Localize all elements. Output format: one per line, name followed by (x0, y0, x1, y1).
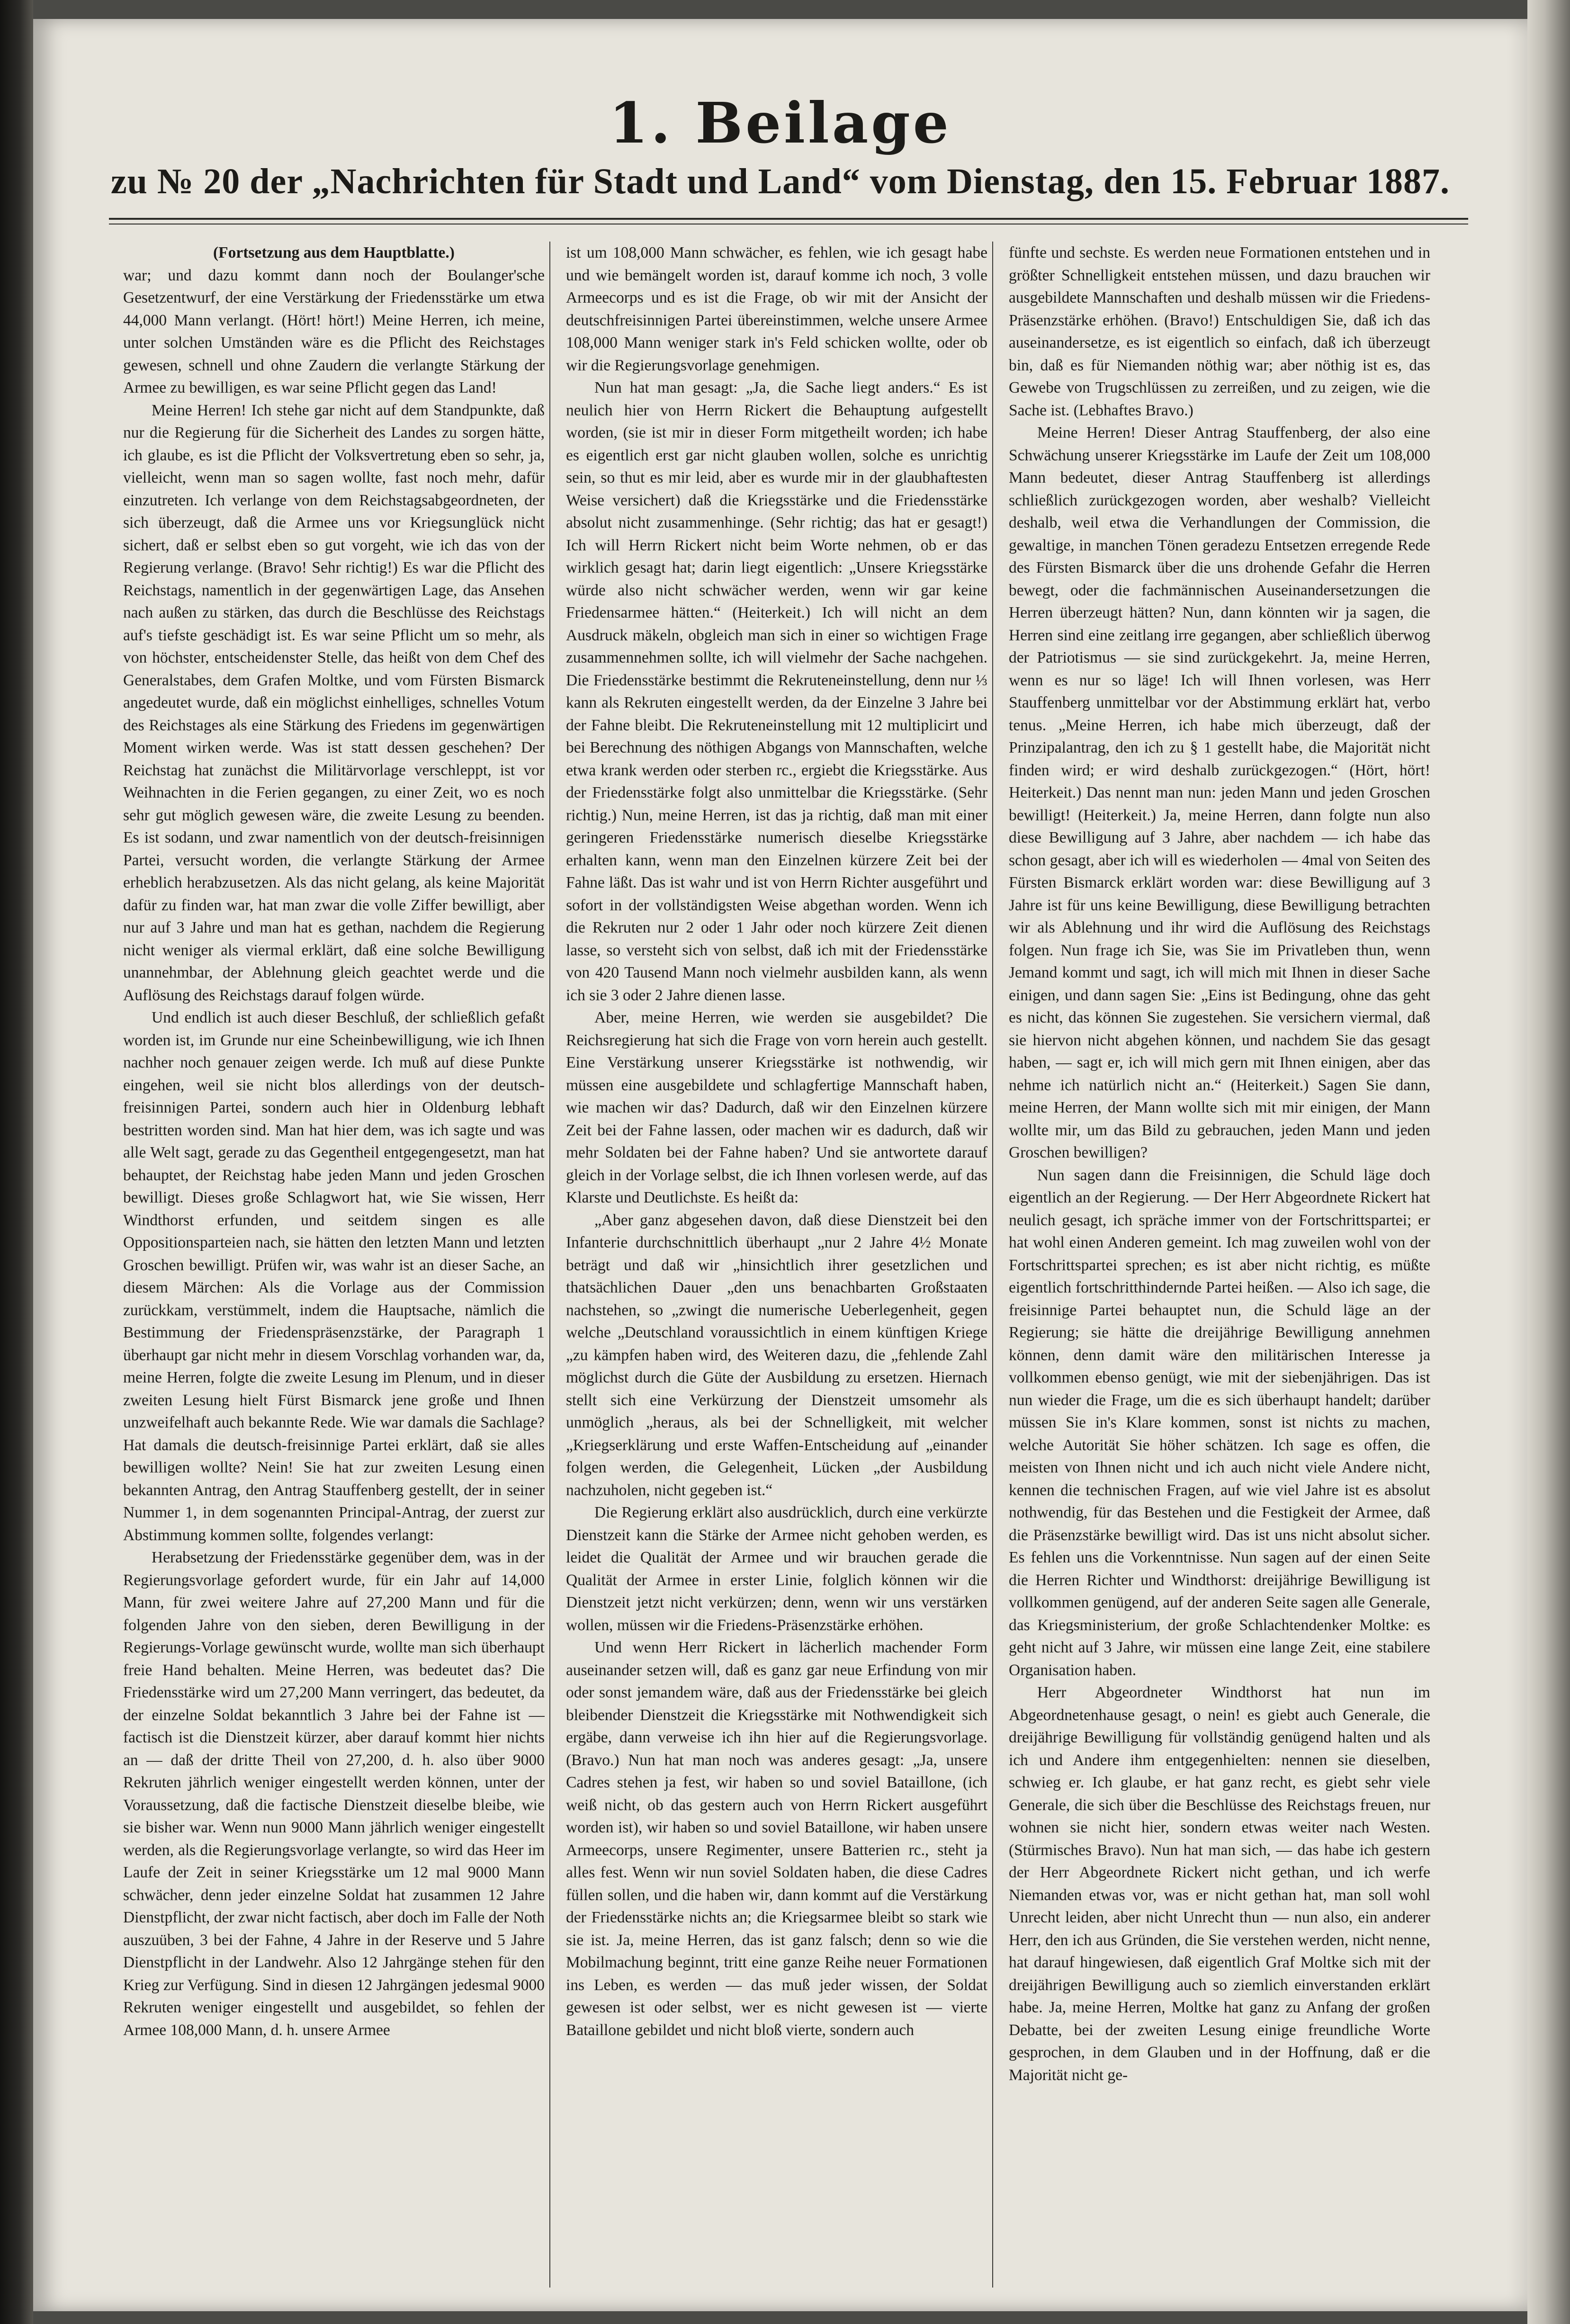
supplement-title: 1. Beilage (609, 90, 951, 156)
paragraph: Aber, meine Herren, wie werden sie ausgebildet? Die Reichsregierung hat sich die Frage von vorn herein auch gestellt. Eine Verstärkung unserer Kriegsstärke ist nothwendig, wir müssen eine ausgebildete und schlagfertige Mannschaft haben, wie machen wir das? Dadurch, daß wir den Einzelnen kürzere Zeit bei der Fahne lassen, oder machen wir es dadurch, daß wir mehr Soldaten bei der Fahne haben? Und sie antwortete darauf gleich in der Vorlage selbst, die ich Ihnen vorlesen werde, auf das Klarste und Deutlichste. Es heißt da: (566, 1009, 987, 1206)
page-edge (1527, 0, 1570, 2324)
column-2 (566, 242, 987, 2292)
paragraph: Meine Herren! Dieser Antrag Stauffenberg, der also eine Schwächung unserer Kriegsstärke im Laufe der Zeit um 108,000 Mann bedeutet, dieser Antrag Stauffenberg ist allerdings schließlich zurückgezogen worden, aber weshalb? Vielleicht deshalb, weil etwa die Verhandlungen der Commission, die gewaltige, in manchen Tönen geradezu Entsetzen erregende Rede des Fürsten Bismarck über die uns drohende Gefahr die Herren bewegt, oder die fachmännischen Auseinandersetzungen die Herren überzeugt hätten? Nun, dann könnten wir ja sagen, die Herren sind eine zeitlang irre gegangen, aber schließlich überwog der Patriotismus — sie sind zurückgekehrt. Ja, meine Herren, wenn es nur so läge! Ich will Ihnen vorlesen, was Herr Stauffenberg unmittelbar vor der Abstimmung erklärt hat, verbo tenus. „Meine Herren, ich habe mich überzeugt, daß der Prinzipalantrag, den ich zu § 1 gestellt habe, die Majorität nicht finden wird; er wird deshalb zurückgezogen.“ (Hört, hört! Heiterkeit.) Das nennt man nun: jeden Mann und jeden Groschen bewilligt! (Heiterkeit.) Ja, meine Herren, dann folgte nun also diese Bewilligung auf 3 Jahre, aber nachdem — ich habe das schon gesagt, aber ich will es wiederholen — 4mal von Seiten des Fürsten Bismarck erklärt worden war: diese Bewilligung auf 3 Jahre ist für uns keine Bewilligung, diese Bewilligung betrachten wir als Ablehnung und ihr wird die Auflösung des Reichstags folgen. Nun frage ich Sie, was Sie im Privatleben thun, wenn Jemand kommt und sagt, ich will mich mit Ihnen in dieser Sache einigen, und dann sagen Sie: „Eins ist Bedingung, ohne das geht es nicht, das können Sie zugestehen. Sie versichern viermal, daß sie hiervon nicht abgehen können, und nachdem Sie das gesagt haben, — sagt er, ich will mich gern mit Ihnen einigen, aber das nehme ich natürlich nicht an.“ (Heiterkeit.) Sagen Sie dann, meine Herren, der Mann wollte sich mit mir einigen, der Mann wollte mir, um das Bild zu gebrauchen, jeden Mann und jeden Groschen bewilligen? (1009, 424, 1430, 1161)
paragraph: Meine Herren! Ich stehe gar nicht auf dem Standpunkte, daß nur die Regierung für die Sicherheit des Landes zu sorgen hätte, ich glaube, es ist die Pflicht der Volksvertretung eben so sehr, ja, vielleicht, wenn man so sagen wollte, fast noch mehr, dafür einzutreten. Ich verlange von dem Reichstagsabgeordneten, der sich überzeugt, daß die Armee uns vor Kriegsunglück nicht sichert, daß er selbst eben so gut vorgeht, wie ich das von der Regierung verlange. (Bravo! Sehr richtig!) Es war die Pflicht des Reichstags, namentlich in der gegenwärtigen Lage, das Ansehen nach außen zu stärken, das durch die Beschlüsse des Reichstags auf's tiefste geschädigt ist. Es war seine Pflicht um so mehr, als von höchster, entscheidenster Stelle, das heißt von dem Chef des Generalstabes, dem Grafen Moltke, und vom Fürsten Bismarck angedeutet wurde, daß ein möglichst einhelliges, schnelles Votum des Reichstages als eine Stärkung des Friedens im gegenwärtigen Moment wirken werde. Was ist statt dessen geschehen? Der Reichstag hat zunächst die Militärvorlage verschleppt, ist vor Weihnachten in die Ferien gegangen, zu einer Zeit, wo es noch sehr gut möglich gewesen wäre, die zweite Lesung zu beenden. Es ist sodann, und zwar namentlich von der deutsch-freisinnigen Partei, versucht worden, die verlangte Stärkung der Armee erheblich herabzusetzen. Als das nicht gelang, als keine Majorität dafür zu finden war, hat man zwar die volle Ziffer bewilligt, aber nur auf 3 Jahre und man hat es gethan, nachdem die Regierung nicht weniger als viermal erklärt, daß eine solche Bewilligung unannehmbar, der Ablehnung gleich geachtet werde und die Auflösung des Reichstags darauf folgen würde. (123, 401, 545, 1004)
supplement-subtitle: zu № 20 der „Nachrichten für Stadt und Land“ vom Dienstag, den 15. Februar 1887. (110, 162, 1450, 201)
header-rule (109, 218, 1468, 220)
column-1 (123, 242, 545, 2292)
column-divider (549, 242, 550, 2288)
paragraph: war; und dazu kommt dann noch der Boulanger'sche Gesetzentwurf, der eine Verstärkung der Friedensstärke um etwa 44,000 Mann verlangt. (Hört! hört!) Meine Herren, ich meine, unter solchen Umständen wäre es die Pflicht des Reichstages gewesen, schnell und ohne Zaudern die verlangte Stärkung der Armee zu bewilligen, es war seine Pflicht gegen das Land! (123, 266, 545, 396)
paragraph: Herr Abgeordneter Windthorst hat nun im Abgeordnetenhause gesagt, o nein! es giebt auch Generale, die dreijährige Bewilligung für vollständig genügend halten und als ich und Andere ihm entgegenhielten: nennen sie dieselben, schwieg er. Ich glaube, er hat ganz recht, es giebt sehr viele Generale, die sich über die Beschlüsse des Reichstags freuen, nur wohnen sie nicht hier, sondern etwas weiter nach Westen. (Stürmisches Bravo). Nun hat man sich, — das habe ich gestern der Herr Abgeordnete Rickert nicht gethan, und ich werfe Niemanden etwas vor, was er nicht gethan hat, man soll wohl Unrecht leiden, aber nicht Unrecht thun — nun also, ein anderer Herr, den ich aus Gründen, die Sie verstehen werden, nicht nenne, hat darauf hingewiesen, daß eigentlich Graf Moltke sich mit der dreijährigen Bewilligung auch so ziemlich einverstanden erklärt habe. Ja, meine Herren, Moltke hat ganz zu Anfang der großen Debatte, bei der zweiten Lesung einige freundliche Worte gesprochen, in dem Glauben und in der Hoffnung, daß er die Majorität nicht ge- (1009, 1684, 1430, 2084)
paragraph: Die Regierung erklärt also ausdrücklich, durch eine verkürzte Dienstzeit kann die Stärke der Armee nicht gehoben werden, es leidet die Qualität der Armee und wir brauchen gerade die Qualität der Armee in erster Linie, folglich können wir die Dienstzeit jetzt nicht verkürzen; denn, wenn wir uns verstärken wollen, müssen wir die Friedens-Präsenzstärke erhöhen. (566, 1504, 987, 1634)
continuation-heading: (Fortsetzung aus dem Hauptblatte.) (213, 244, 455, 261)
column-3 (1009, 242, 1430, 2292)
column-divider (992, 242, 993, 2288)
paragraph: Und endlich ist auch dieser Beschluß, der schließlich gefaßt worden ist, im Grunde nur eine Scheinbewilligung, wie ich Ihnen nachher noch genauer zeigen werde. Ich muß auf diese Punkte eingehen, weil sie nicht blos allerdings von der deutsch-freisinnigen Partei, sondern auch hier in Oldenburg lebhaft bestritten worden sind. Man hat hier dem, was ich sagte und was alle Welt sagt, gerade zu das Gegentheil entgegengesetzt, man hat behauptet, der Reichstag habe jeden Mann und jeden Groschen bewilligt. Dieses große Schlagwort hat, wie Sie wissen, Herr Windthorst erfunden, und seitdem singen es alle Oppositionsparteien nach, sie hätten den letzten Mann und letzten Groschen bewilligt. Prüfen wir, was wahr ist an dieser Sache, an diesem Märchen: Als die Vorlage aus der Commission zurückkam, verstümmelt, indem die Hauptsache, nämlich die Bestimmung der Friedenspräsenzstärke, der Paragraph 1 überhaupt gar nicht mehr in diesem Vorschlag vorhanden war, da, meine Herren, folgte die zweite Lesung im Plenum, und in dieser zweiten Lesung hielt Fürst Bismarck jene große und Ihnen unzweifelhaft auch bekannte Rede. Wie war damals die Sachlage? Hat damals die deutsch-freisinnige Partei erklärt, daß sie alles bewilligen wollte? Nein! Sie hat zur zweiten Lesung einen bekannten Antrag, den Antrag Stauffenberg gestellt, der in seiner Nummer 1, in dem sogenannten Principal-Antrag, der zuerst zur Abstimmung kommen sollte, folgendes verlangt: (123, 1009, 545, 1544)
book-binding-shadow (0, 0, 33, 2324)
paragraph: „Aber ganz abgesehen davon, daß diese Dienstzeit bei den Infanterie durchschnittlich überhaupt „nur 2 Jahre 4½ Monate beträgt und daß wir „hinsichtlich ihrer gesetzlichen und thatsächlichen Dauer „den uns benachbarten Großstaaten nachstehen, so „zwingt die numerische Ueberlegenheit, gegen welche „Deutschland voraussichtlich in einem künftigen Kriege „zu kämpfen haben wird, des Weiteren dazu, die „fehlende Zahl möglichst durch die Güte der Ausbildung zu ersetzen. Hiernach stellt sich eine Verkürzung der Dienstzeit umsomehr als unmöglich „heraus, als bei der Schnelligkeit, mit welcher „Kriegserklärung und erste Waffen-Entscheidung auf „einander folgen werden, die Gelegenheit, Lücken „der Ausbildung nachzuholen, nicht gegeben ist.“ (566, 1211, 987, 1499)
paragraph: Nun hat man gesagt: „Ja, die Sache liegt anders.“ Es ist neulich hier von Herrn Rickert die Behauptung aufgestellt worden, (sie ist mir in dieser Form mitgetheilt worden; ich habe es eigentlich erst gar nicht glauben wollen, solche es unrichtig sein, so thut es mir leid, aber es wurde mir in der glaubhaftesten Weise versichert) daß die Kriegsstärke und die Friedensstärke absolut nicht zusammenhinge. (Sehr richtig; das hat er gesagt!) Ich will Herrn Rickert nicht beim Worte nehmen, ob er das wirklich gesagt hat; darin liegt eigentlich: „Unsere Kriegsstärke würde also nicht schwächer werden, wenn wir gar keine Friedensarmee hätten.“ (Heiterkeit.) Ich will nicht an dem Ausdruck mäkeln, obgleich man sich in einer so wichtigen Frage zusammennehmen sollte, ich will vielmehr der Sache nachgehen. Die Friedensstärke bestimmt die Rekruteneinstellung, denn nur ⅓ kann als Rekruten eingestellt werden, da der Einzelne 3 Jahre bei der Fahne bleibt. Die Rekruteneinstellung mit 12 multiplicirt und bei Berechnung des nöthigen Abgangs von Mannschaften, welche etwa krank werden oder sterben rc., ergiebt die Kriegsstärke. Aus der Friedensstärke folgt also unmittelbar die Kriegsstärke. (Sehr richtig.) Nun, meine Herren, ist das ja richtig, daß man mit einer geringeren Friedensstärke numerisch dieselbe Kriegsstärke erhalten kann, wenn man den Einzelnen kürzere Zeit bei der Fahne läßt. Das ist wahr und ist von Herrn Richter ausgeführt und sofort in der vollständigsten Weise abgethan worden. Wenn ich die Rekruten nur 2 oder 1 Jahr oder noch kürzere Zeit dienen lasse, so versteht sich von selbst, daß ich mit der Friedensstärke von 420 Tausend Mann noch vielmehr ausbilden kann, als wenn ich sie 3 oder 2 Jahre dienen lasse. (566, 379, 987, 1004)
paragraph: Nun sagen dann die Freisinnigen, die Schuld läge doch eigentlich an der Regierung. — Der Herr Abgeordnete Rickert hat neulich gesagt, ich spräche immer von der Fortschrittspartei; er hat wohl einen Anderen gemeint. Ich mag zuweilen wohl von der Fortschrittspartei sprechen; es ist aber nicht richtig, es müßte eigentlich fortschritthindernde Partei heißen. — Also ich sage, die freisinnige Partei behauptet nun, die Schuld läge an der Regierung; sie hätte die dreijährige Bewilligung annehmen können, denn damit wäre den militärischen Interesse ja vollkommen ebenso genügt, wie mit der siebenjährigen. Das ist nun wieder die Frage, um die es sich überhaupt handelt; darüber müssen Sie in's Klare kommen, sonst ist nichts zu machen, welche Autorität Sie höher schätzen. Ich sage es offen, die meisten von Ihnen nicht und ich auch nicht viele Andere nicht, kennen die technischen Fragen, auf wie viel Jahre ist es absolut nothwendig, für das Bestehen und die Festigkeit der Armee, daß die Präsenzstärke bewilligt wird. Das ist uns nicht absolut sicher. Es fehlen uns die Vorkenntnisse. Nun sagen auf der einen Seite die Herren Richter und Windthorst: dreijährige Bewilligung ist vollkommen genügend, auf der anderen Seite sagen alle Generale, das Kriegsministerium, der große Schlachtendenker Moltke: es geht nicht auf 3 Jahre, wir müssen eine lange Zeit, eine stabilere Organisation haben. (1009, 1166, 1430, 1679)
newspaper-page (33, 19, 1527, 2311)
paragraph: ist um 108,000 Mann schwächer, es fehlen, wie ich gesagt habe und wie bemängelt worden ist, darauf komme ich noch, 3 volle Armeecorps und es ist die Frage, ob wir mit der Ansicht der deutschfreisinnigen Partei übereinstimmen, welche unsere Armee 108,000 Mann weniger stark in's Feld schicken wollte, oder ob wir die Regierungsvorlage genehmigen. (566, 244, 987, 374)
paragraph: Herabsetzung der Friedensstärke gegenüber dem, was in der Regierungsvorlage gefordert wurde, für ein Jahr auf 14,000 Mann, für zwei weitere Jahre auf 27,200 Mann und für die folgenden Jahre von den sieben, deren Bewilligung in der Regierungs-Vorlage gewünscht wurde, wollte man sich überhaupt freie Hand behalten. Meine Herren, was bedeutet das? Die Friedensstärke wird um 27,200 Mann verringert, das bedeutet, da der einzelne Soldat bekanntlich 3 Jahre bei der Fahne ist — factisch ist die Dienstzeit kürzer, aber darauf kommt hier nichts an — daß der dritte Theil von 27,200, d. h. also über 9000 Rekruten jährlich weniger eingestellt werden können, unter der Voraussetzung, daß die factische Dienstzeit dieselbe bleibe, wie sie bisher war. Wenn nun 9000 Mann jährlich weniger eingestellt werden, als die Regierungsvorlage verlangte, so wird das Heer im Laufe der Zeit in seiner Kriegsstärke um 12 mal 9000 Mann schwächer, denn jeder einzelne Soldat hat zusammen 12 Jahre Dienstpflicht, der zwar nicht factisch, aber doch im Falle der Noth auszuüben, 3 bei der Fahne, 4 Jahre in der Reserve und 5 Jahre Dienstpflicht in der Landwehr. Also 12 Jahrgänge stehen für den Krieg zur Verfügung. Sind in diesen 12 Jahrgängen jedesmal 9000 Rekruten weniger eingestellt und ausgebildet, so fehlen der Armee 108,000 Mann, d. h. unsere Armee (123, 1549, 545, 2039)
paragraph: fünfte und sechste. Es werden neue Formationen entstehen und in größter Schnelligkeit entstehen müssen, und dazu brauchen wir ausgebildete Mannschaften und deshalb müssen wir die Friedens-Präsenzstärke erhöhen. (Bravo!) Entschuldigen Sie, daß ich das auseinandersetze, es ist eigentlich so einfach, daß ich überzeugt bin, daß es für Niemanden nöthig war; aber nöthig ist es, das Gewebe von Trugschlüssen zu zerreißen, und zu zeigen, wie die Sache ist. (Lebhaftes Bravo.) (1009, 244, 1430, 419)
paragraph: Und wenn Herr Rickert in lächerlich machender Form auseinander setzen will, daß es ganz gar neue Erfindung von mir oder sonst jemandem wäre, daß aus der Friedensstärke bei gleich bleibender Dienstzeit die Kriegsstärke mit Nothwendigkeit sich ergäbe, dann verweise ich ihn hier auf die Regierungsvorlage. (Bravo.) Nun hat man noch was anderes gesagt: „Ja, unsere Cadres stehen ja fest, wir haben so und soviel Bataillone, (ich weiß nicht, ob das gestern auch von Herrn Rickert ausgeführt worden ist), wir haben so und soviel Bataillone, wir haben unsere Armeecorps, unsere Regimenter, unsere Batterien rc., steht ja alles fest. Wenn wir nun soviel Soldaten haben, die diese Cadres füllen sollen, und die haben wir, dann kommt auf die Verstärkung der Friedensstärke nichts an; die Kriegsarmee bleibt so stark wie sie ist. Ja, meine Herren, das ist ganz falsch; denn so wie die Mobilmachung beginnt, tritt eine ganze Reihe neuer Formationen ins Leben, es werden — das muß jeder wissen, der Soldat gewesen ist oder selbst, wer es nicht gewesen ist — vierte Bataillone gebildet und nicht bloß vierte, sondern auch (566, 1639, 987, 2039)
